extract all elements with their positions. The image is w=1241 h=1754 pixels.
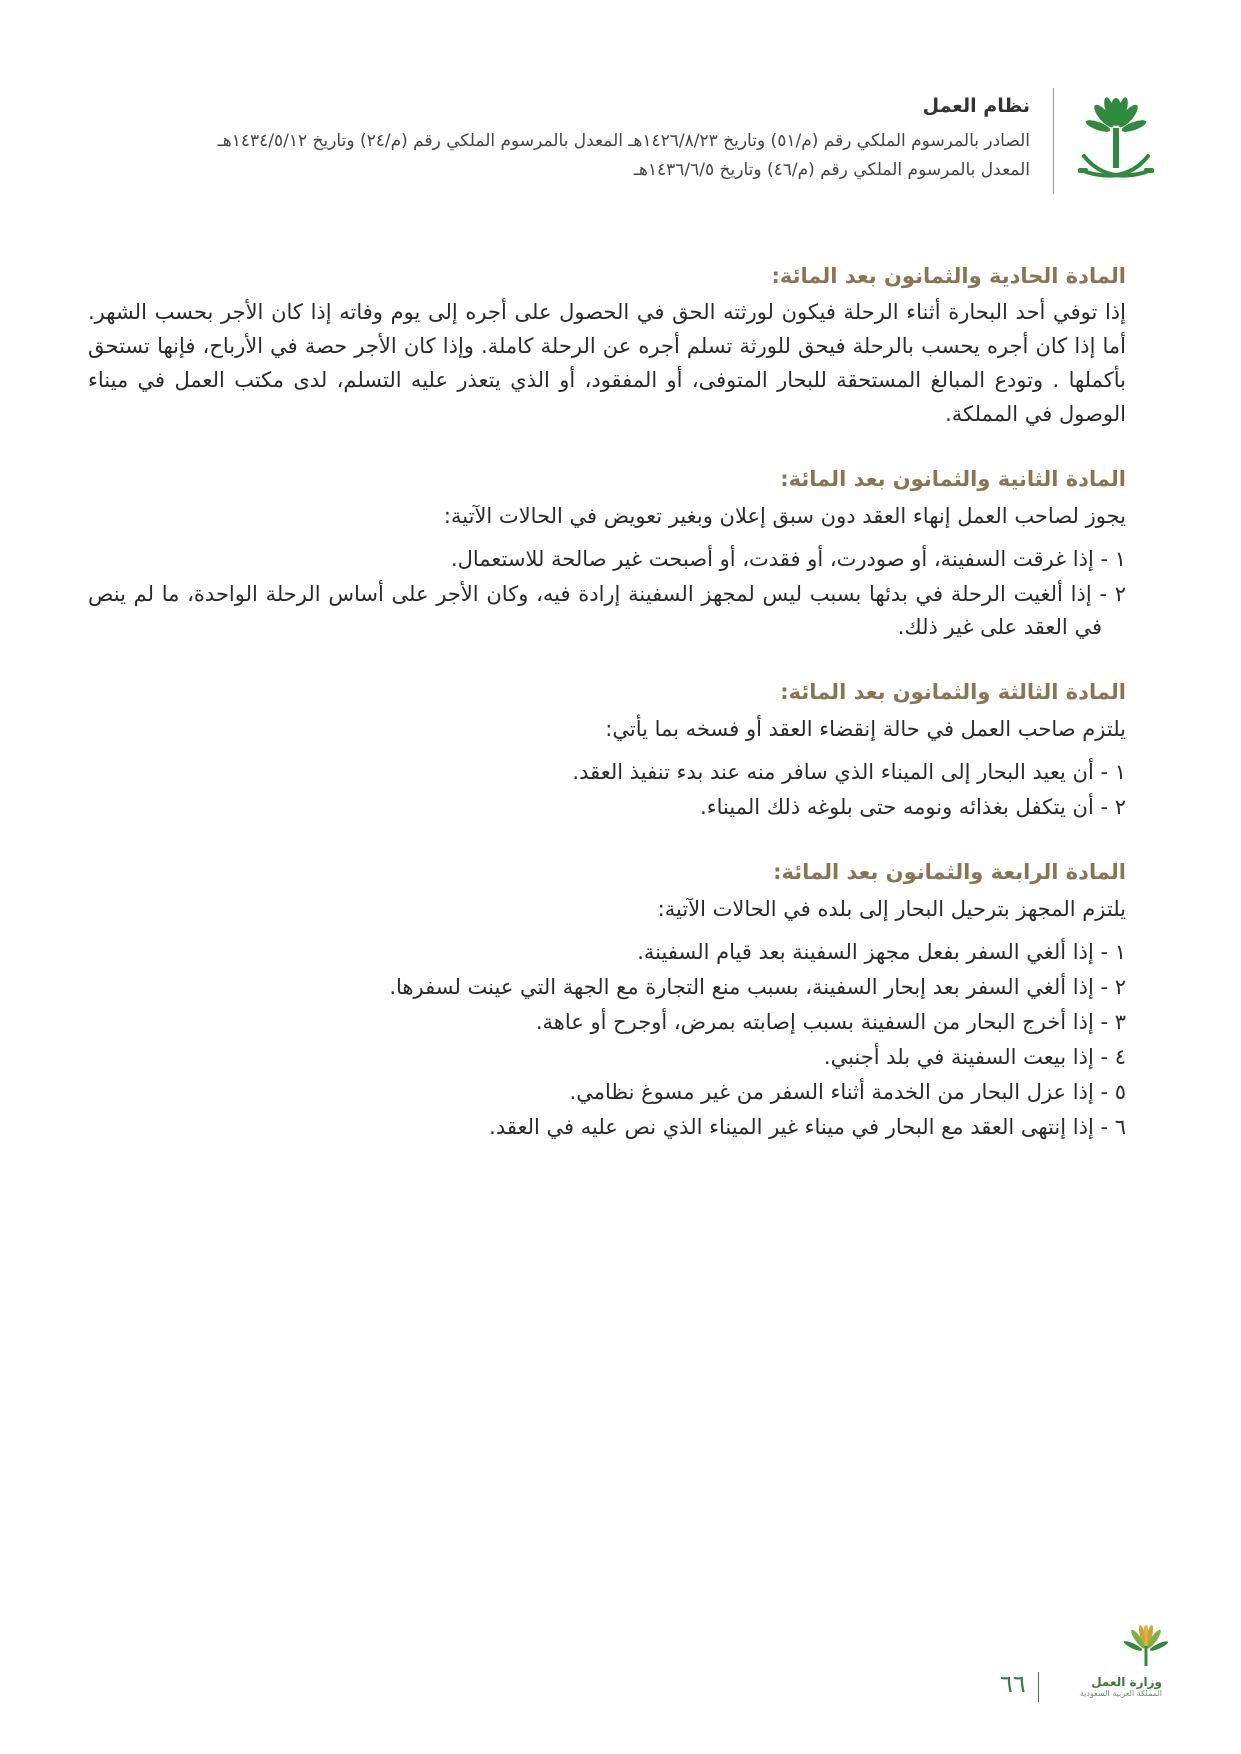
list-item: ٥ - إذا عزل البحار من الخدمة أثناء السفر من غير مسوغ نظامي.: [569, 1080, 1126, 1105]
article-intro: يجوز لصاحب العمل إنهاء العقد دون سبق إعلان وبغير تعويض في الحالات الآتية:: [443, 503, 1126, 528]
ministry-palm-logo-icon: [1124, 1624, 1168, 1672]
saudi-emblem-icon: [1076, 94, 1156, 194]
document-subtitle-line-1: الصادر بالمرسوم الملكي رقم (م/٥١) وتاريخ ١٤٢٦/٨/٢٣هـ المعدل بالمرسوم الملكي رقم (م/٢٤) وتاريخ ١٤٣٤/٥/١٢هـ: [217, 130, 1030, 151]
article-181: [88, 262, 1126, 431]
header-divider: [1053, 88, 1054, 194]
list-item: ٢ - أن يتكفل بغذائه ونومه حتى بلوغه ذلك الميناء.: [700, 794, 1126, 819]
article-184: [88, 858, 1126, 1144]
article-183: [88, 678, 1126, 824]
article-list: [88, 756, 1126, 824]
article-intro: يلتزم صاحب العمل في حالة إنقضاء العقد أو فسخه بما يأتي:: [605, 716, 1126, 741]
list-item: ٣ - إذا أخرج البحار من السفينة بسبب إصابته بمرض، أوجرح أو عاهة.: [535, 1009, 1126, 1034]
footer-divider: [1038, 1672, 1039, 1702]
article-intro: يلتزم المجهز بترحيل البحار إلى بلده في الحالات الآتية:: [657, 896, 1126, 921]
list-item: ٦ - إذا إنتهى العقد مع البحار في ميناء غير الميناء الذي نص عليه في العقد.: [489, 1115, 1126, 1140]
document-subtitle-line-2: المعدل بالمرسوم الملكي رقم (م/٤٦) وتاريخ ١٤٣٦/٦/٥هـ: [633, 160, 1030, 181]
article-heading: المادة الحادية والثمانون بعد المائة:: [771, 264, 1126, 288]
document-title: نظام العمل: [922, 95, 1030, 117]
ministry-logo: [1052, 1624, 1172, 1704]
ministry-country: المملكة العربية السعودية: [1079, 1689, 1162, 1698]
page-number: ٦٦: [1000, 1670, 1026, 1698]
list-item: ١ - إذا غرقت السفينة، أو صودرت، أو فقدت، أو أصبحت غير صالحة للاستعمال.: [450, 546, 1126, 571]
article-list: [88, 936, 1126, 1145]
ministry-name: وزارة العمل: [1091, 1675, 1162, 1689]
article-heading: المادة الرابعة والثمانون بعد المائة:: [773, 860, 1126, 885]
article-paragraph: إذا توفي أحد البحارة أثناء الرحلة فيكون لورثته الحق في الحصول على أجره إلى يوم وفاته إذا كان الأجر بحسب الشهر. أما إذا كان أجره يحسب بالرحلة فيحق للورثة تسلم أجره عن الرحلة كاملة. وإذا كان الأجر حصة في الأرباح، فإنها تستحق بأكملها . وتودع المبالغ المستحقة للبحار المتوفى، أو المفقود، أو الذي يتعذر عليه التسلم، لدى مكتب العمل في ميناء الوصول في المملكة.: [88, 300, 1126, 427]
list-item: ٢ - إذا ألغي السفر بعد إبحار السفينة، بسبب منع التجارة مع الجهة التي عينت لسفرها.: [389, 974, 1126, 999]
article-182: [88, 465, 1126, 644]
list-item: ١ - إذا ألغي السفر بفعل مجهز السفينة بعد قيام السفينة.: [637, 939, 1126, 964]
header-text: [120, 94, 1030, 186]
list-item: ٤ - إذا بيعت السفينة في بلد أجنبي.: [823, 1045, 1126, 1070]
article-list: [88, 543, 1126, 645]
document-body: [88, 262, 1126, 1179]
page-footer: [0, 1624, 1241, 1714]
list-item: ١ - أن يعيد البحار إلى الميناء الذي سافر منه عند بدء تنفيذ العقد.: [572, 759, 1126, 784]
article-heading: المادة الثالثة والثمانون بعد المائة:: [780, 680, 1126, 705]
article-heading: المادة الثانية والثمانون بعد المائة:: [780, 467, 1126, 492]
list-item: ٢ - إذا ألغيت الرحلة في بدئها بسبب ليس لمجهز السفينة إرادة فيه، وكان الأجر على أساس الرحلة الواحدة، ما لم ينص في العقد على غير ذلك.: [88, 582, 1126, 640]
page-header: [120, 84, 1156, 194]
